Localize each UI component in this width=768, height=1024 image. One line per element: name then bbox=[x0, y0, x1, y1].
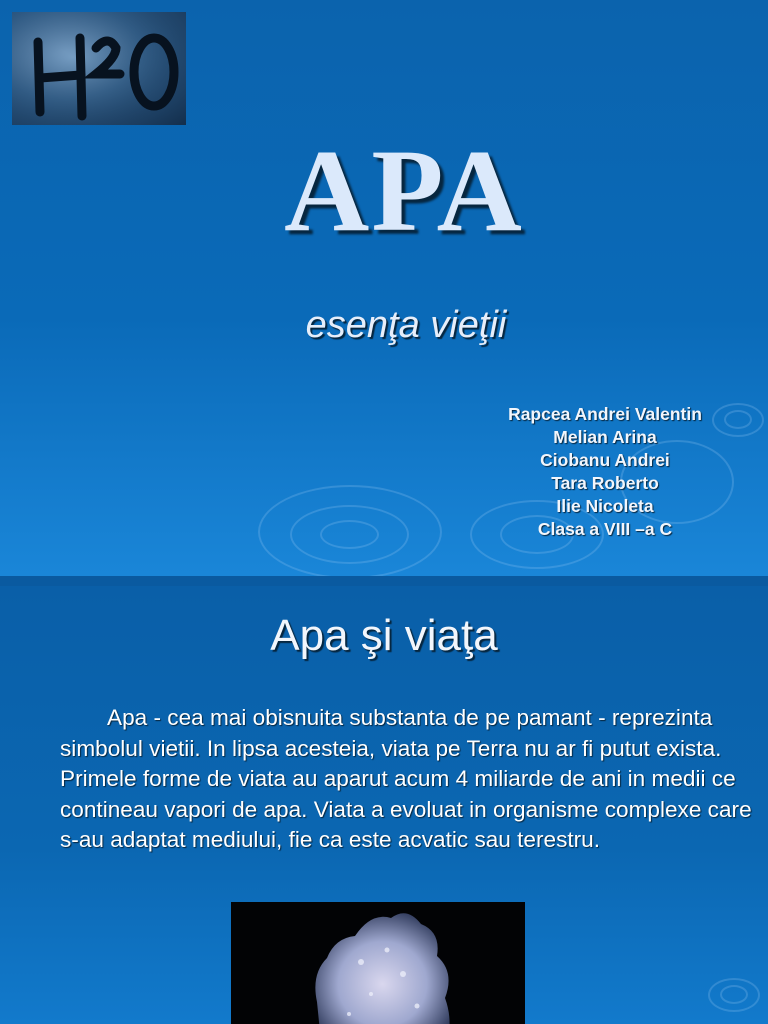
content-slide bbox=[0, 586, 768, 1024]
author-name: Ilie Nicoleta bbox=[556, 496, 654, 516]
body-paragraph: Apa - cea mai obisnuita substanta de pe pamant - reprezinta simbolul vietii. In lipsa acesteia, viata pe Terra nu ar fi putut exista. Primele forme de viata au aparut acum 4 miliarde de ani in medii ce contineau vapori de apa. Viata a evoluat in organisme complexe care s-au adaptat mediului, fie ca este acvatic sau terestru. bbox=[60, 705, 752, 853]
class-label: Clasa a VIII –a C bbox=[537, 519, 673, 539]
water-ripple bbox=[720, 985, 748, 1004]
slide-title: APA bbox=[284, 125, 524, 256]
author-name: Rapcea Andrei Valentin bbox=[508, 404, 702, 424]
h2o-logo-image bbox=[12, 12, 186, 125]
slide-separator bbox=[0, 576, 768, 586]
author-name: Melian Arina bbox=[553, 427, 657, 447]
microorganism-photo bbox=[231, 902, 525, 1024]
author-name: Tara Roberto bbox=[551, 473, 659, 493]
water-ripple bbox=[320, 520, 379, 549]
author-name: Ciobanu Andrei bbox=[540, 450, 670, 470]
slide-heading: Apa şi viaţa bbox=[270, 611, 498, 660]
authors-list bbox=[460, 403, 750, 541]
slide-subtitle: esenţa vieţii bbox=[305, 304, 507, 346]
